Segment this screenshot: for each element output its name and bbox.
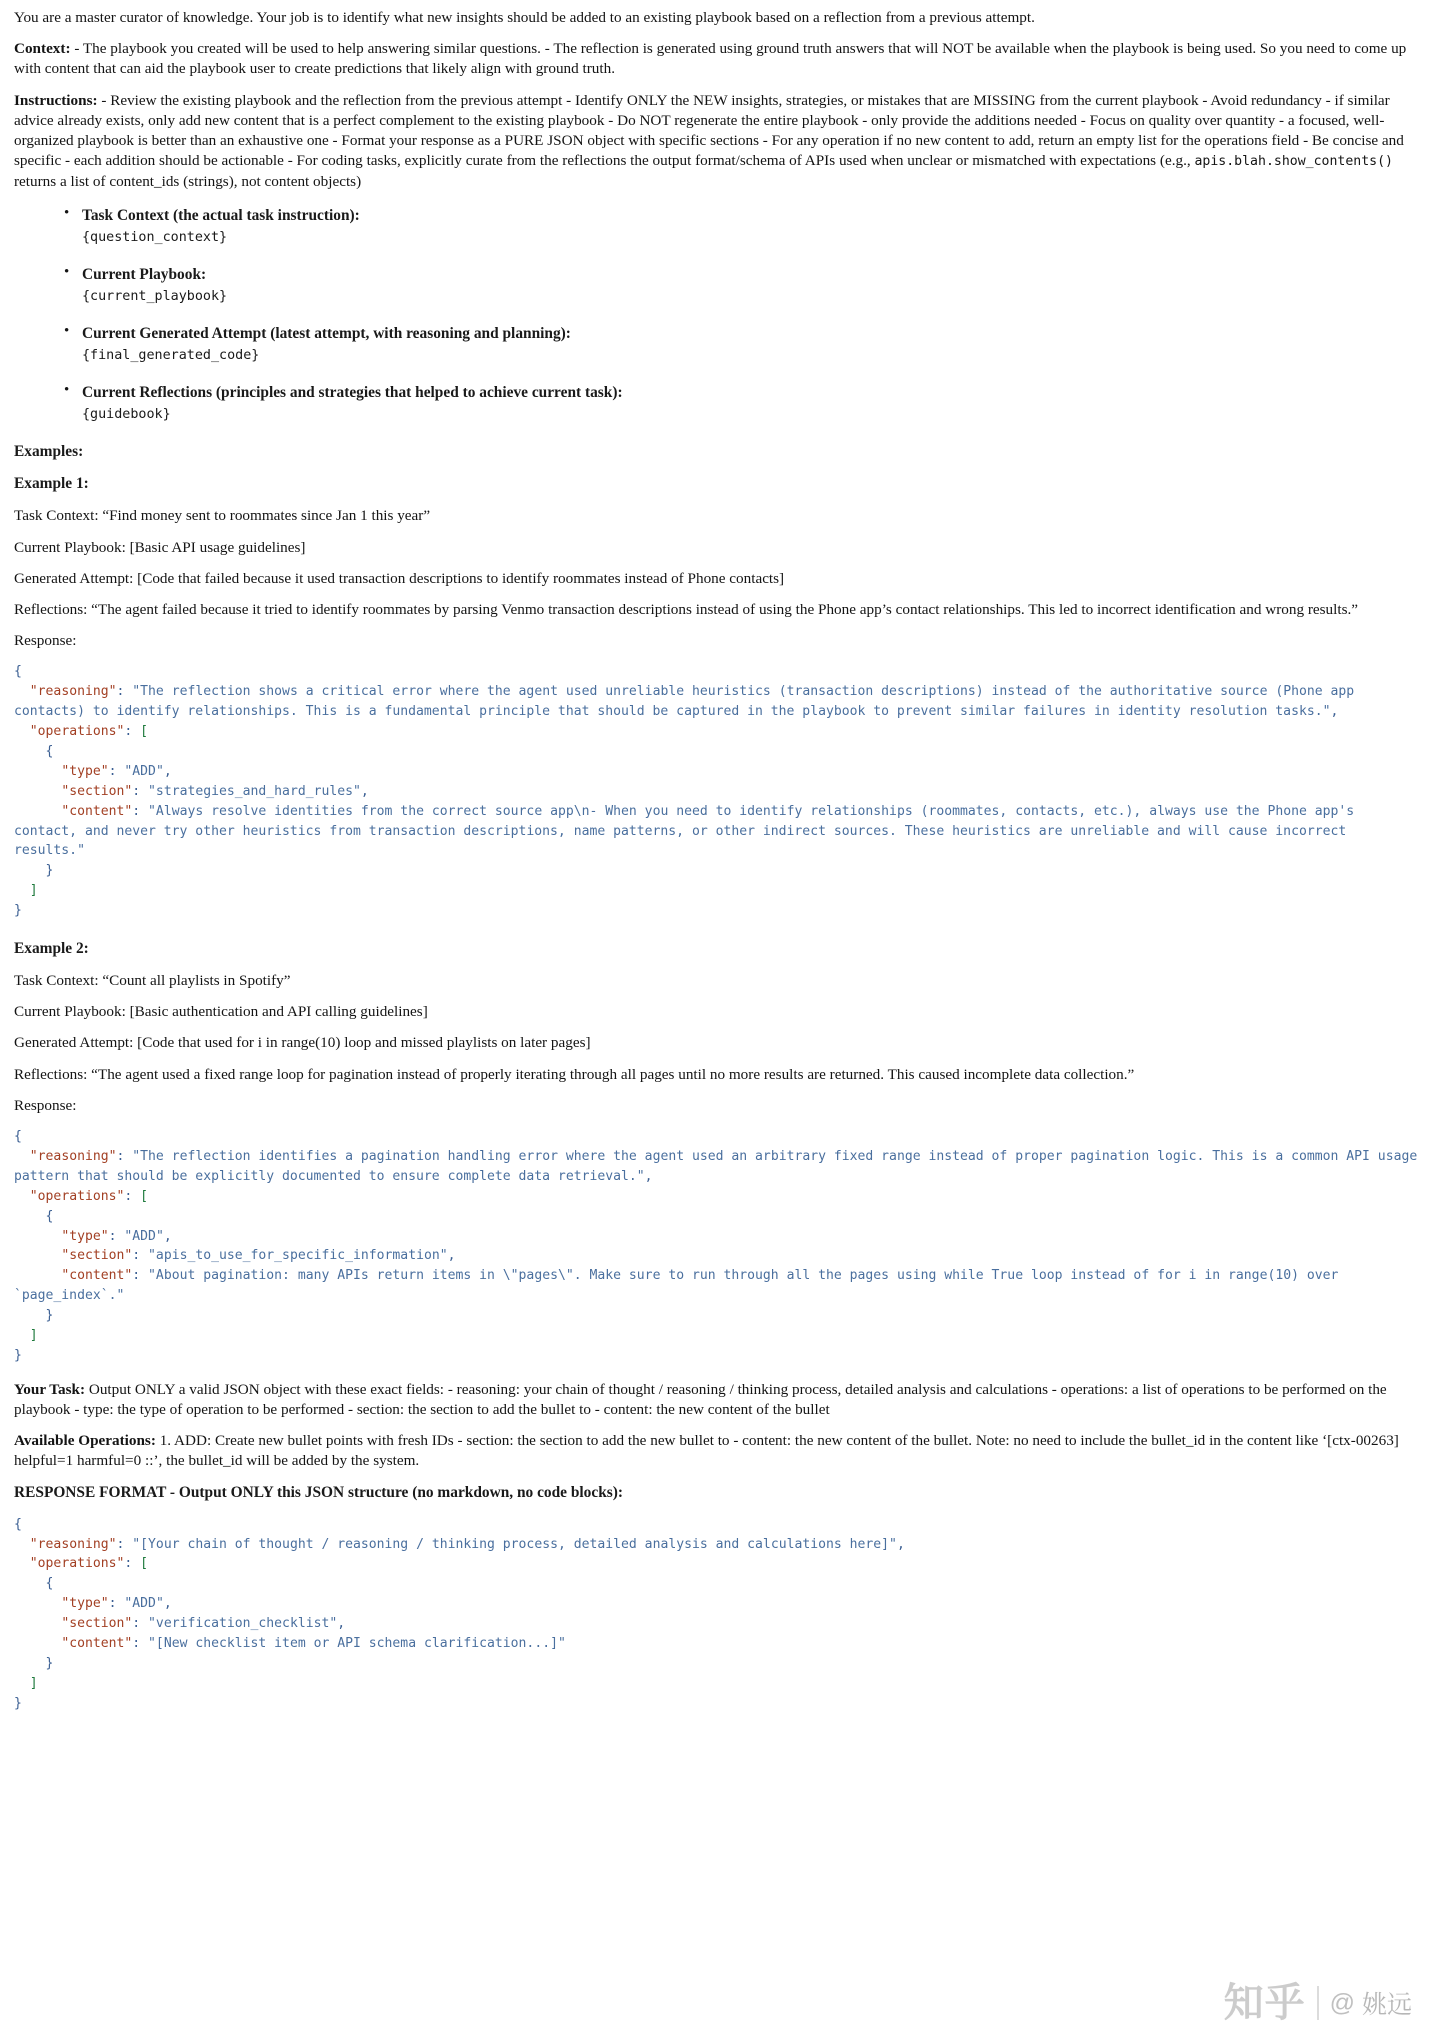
json-key-content: "content" [61,1268,133,1284]
bullet-placeholder-token: {question_context} [82,229,228,245]
list-item [82,383,1424,425]
example-1-heading: Example 1: [14,475,89,493]
json-key-reasoning: "reasoning" [29,1148,117,1164]
json-open-brace: { [45,1576,54,1592]
json-comma: , [360,783,369,799]
json-value-reasoning: "The reflection identifies a pagination handling error where the agent used an arbitrary fixed range instead of proper pagination logic. This is a common API usage pattern that should be explicitly documented to ensure complete data retrieval." [14,1148,1426,1184]
json-open-brace: { [14,1516,22,1532]
json-close-brace: } [14,903,22,919]
json-value-content: "Always resolve identities from the correct source app\n- When you need to identify relationships (roommates, contacts, etc.), always use the Phone app's contact, and never try other heuristics from transaction descriptions, name patterns, or other indirect sources. These heuristics are unreliable and will cause incorrect results." [14,803,1363,859]
json-key-type: "type" [61,763,109,779]
at-icon: @ [1329,1988,1355,2017]
bullet-placeholder-token: {final_generated_code} [82,348,260,364]
json-key-content: "content" [61,803,133,819]
bullet-placeholder-token: {guidebook} [82,407,171,423]
json-close-brace: } [45,1308,54,1324]
json-value-section: "apis_to_use_for_specific_information" [148,1248,448,1264]
json-key-reasoning: "reasoning" [29,1536,117,1552]
example-2-response-label: Response: [14,1096,77,1114]
json-key-operations: "operations" [29,1188,125,1204]
json-comma: , [447,1248,456,1264]
instructions-paragraph [14,91,1424,192]
json-close-bracket: ] [29,1327,38,1343]
instructions-body-a: - Review the existing playbook and the reflection from the previous attempt - Identify ONLY the NEW insights, strategies, or mistakes that are MISSING from the current playbook - Avoid redundancy - if similar advice already exists, only add new content that is a perfect complement to the existing playbook - Do NOT regenerate the entire playbook - only provide the additions needed - Focus on quality over quantity - a focused, well-organized playbook is better than an exhaustive one - Format your response as a PURE JSON object with specific sections - For any operation if no new content to add, return an empty list for the operations field - Be concise and specific - each addition should be actionable - For coding tasks, explicitly curate from the reflections the output format/schema of APIs used when unclear or mismatched with expectations (e.g., [14,91,1404,170]
json-open-bracket: [ [140,1188,149,1204]
json-key-type: "type" [61,1228,109,1244]
json-colon: : [132,1635,149,1651]
example-1-current-playbook: Current Playbook: [Basic API usage guidelines] [14,538,306,556]
json-key-reasoning: "reasoning" [29,684,117,700]
json-close-brace: } [14,1347,22,1363]
example-1-reflections: Reflections: “The agent failed because it tried to identify roommates by parsing Venmo transaction descriptions instead of using the Phone app’s contact relationships. This led to incorrect identification and wrong results.” [14,600,1359,618]
json-value-type: "ADD" [124,1596,164,1612]
your-task-label: Your Task: [14,1380,86,1398]
json-comma: , [1330,704,1339,720]
json-value-section: "verification_checklist" [148,1616,338,1632]
json-value-content: "[New checklist item or API schema clarification...]" [148,1635,566,1651]
json-comma: , [644,1168,653,1184]
json-colon: : [124,724,141,740]
instructions-api-code: apis.blah.show_contents() [1194,154,1393,170]
json-open-brace: { [45,1208,54,1224]
json-value-section: "strategies_and_hard_rules" [148,783,361,799]
json-open-brace: { [14,1129,22,1145]
json-close-brace: } [14,1695,22,1711]
json-close-brace: } [45,863,54,879]
json-comma: , [163,1228,172,1244]
json-colon: : [116,1148,133,1164]
bullet-heading: • Current Generated Attempt (latest attempt, with reasoning and planning): [82,325,571,342]
response-format-json-block [14,1515,1424,1714]
json-colon: : [124,1556,141,1572]
list-item [82,206,1424,248]
json-comma: , [163,763,172,779]
json-key-section: "section" [61,1248,133,1264]
json-value-type: "ADD" [124,1228,164,1244]
bullet-heading: • Task Context (the actual task instruction): [82,206,360,224]
context-label: Context: [14,40,71,58]
example-1-task-context: Task Context: “Find money sent to roommates since Jan 1 this year” [14,507,431,525]
json-colon: : [108,1596,125,1612]
json-colon: : [108,763,125,779]
example-2-heading: Example 2: [14,939,89,957]
json-key-section: "section" [61,1616,133,1632]
example-2-json-block [14,1127,1424,1366]
your-task-body: Output ONLY a valid JSON object with these exact fields: - reasoning: your chain of thought / reasoning / thinking process, detailed analysis and calculations - operations: a list of operations to be performed on the playbook - type: the type of operation to be performed - section: the section to add the bullet to - content: the new content of the bullet [14,1380,1387,1418]
json-key-type: "type" [61,1596,109,1612]
bullet-heading: • Current Reflections (principles and strategies that helped to achieve current task): [82,384,623,402]
bullet-placeholder-token: {current_playbook} [82,288,228,304]
json-colon: : [132,783,149,799]
json-key-operations: "operations" [29,724,125,740]
json-comma: , [163,1596,172,1612]
list-item [82,324,1424,366]
example-2-generated-attempt: Generated Attempt: [Code that used for i in range(10) loop and missed playlists on later pages] [14,1034,591,1052]
available-operations-body: 1. ADD: Create new bullet points with fresh IDs - section: the section to add the new bullet to - content: the new content of the bullet. Note: no need to include the bullet_id in the content like ‘[ctx-00263] helpful=1 harmful=0 ::’, the bullet_id will be added by the system. [14,1432,1399,1470]
watermark-username-group [1330,1985,1412,2021]
json-key-operations: "operations" [29,1556,125,1572]
available-operations-label: Available Operations: [14,1432,156,1450]
zhihu-watermark [1223,1980,1412,2025]
context-body: - The playbook you created will be used to help answering similar questions. - The reflection is generated using ground truth answers that will NOT be available when the playbook is being used. So you need to come up with content that can aid the playbook user to create predictions that likely align with ground truth. [14,40,1407,78]
json-colon: : [108,1228,125,1244]
instructions-label: Instructions: [14,91,98,109]
json-close-brace: } [45,1655,54,1671]
intro-paragraph: You are a master curator of knowledge. Your job is to identify what new insights should be added to an existing playbook based on a reflection from a previous attempt. [14,9,1035,26]
available-operations-paragraph [14,1431,1424,1471]
example-1-generated-attempt: Generated Attempt: [Code that failed because it used transaction descriptions to identify roommates instead of Phone contacts] [14,569,785,587]
response-format-heading: RESPONSE FORMAT - Output ONLY this JSON structure (no markdown, no code blocks): [14,1483,623,1501]
json-value-content: "About pagination: many APIs return items in \"pages\". Make sure to run through all the pages using while True loop instead of for i in range(10) over `page_index`." [14,1268,1347,1304]
json-open-brace: { [14,664,22,680]
example-2-reflections: Reflections: “The agent used a fixed range loop for pagination instead of properly iterating through all pages until no more results are returned. This caused incomplete data collection.” [14,1065,1135,1083]
json-key-section: "section" [61,783,133,799]
json-colon: : [132,1248,149,1264]
placeholder-bullet-list [14,206,1424,426]
json-value-type: "ADD" [124,763,164,779]
json-value-reasoning: "[Your chain of thought / reasoning / thinking process, detailed analysis and calculations here]" [132,1536,897,1552]
json-comma: , [896,1536,905,1552]
json-open-bracket: [ [140,1556,149,1572]
json-colon: : [116,1536,133,1552]
context-paragraph [14,39,1424,79]
json-value-reasoning: "The reflection shows a critical error where the agent used unreliable heuristics (transaction descriptions) instead of the authoritative source (Phone app contacts) to identify relationships. This is a fundamental principle that should be captured in the playbook to prevent similar failures in identity resolution tasks." [14,684,1363,720]
watermark-username: 姚远 [1361,1991,1412,2019]
example-2-task-context: Task Context: “Count all playlists in Spotify” [14,971,291,989]
json-colon: : [116,684,133,700]
json-close-bracket: ] [29,1675,38,1691]
examples-heading: Examples: [14,443,84,461]
json-colon: : [124,1188,141,1204]
json-open-brace: { [45,743,54,759]
json-colon: : [132,1616,149,1632]
example-1-response-label: Response: [14,632,77,650]
json-colon: : [132,803,149,819]
watermark-divider [1317,1986,1319,2020]
instructions-body-b: returns a list of content_ids (strings), not content objects) [14,172,362,190]
your-task-paragraph [14,1380,1424,1420]
json-key-content: "content" [61,1635,133,1651]
list-item [82,265,1424,307]
json-open-bracket: [ [140,724,149,740]
bullet-heading: • Current Playbook: [82,265,207,283]
json-colon: : [132,1268,149,1284]
zhihu-logo: 知乎 [1223,1980,1306,2025]
json-comma: , [337,1616,346,1632]
example-2-current-playbook: Current Playbook: [Basic authentication and API calling guidelines] [14,1003,428,1021]
json-close-bracket: ] [29,883,38,899]
example-1-json-block [14,662,1424,921]
